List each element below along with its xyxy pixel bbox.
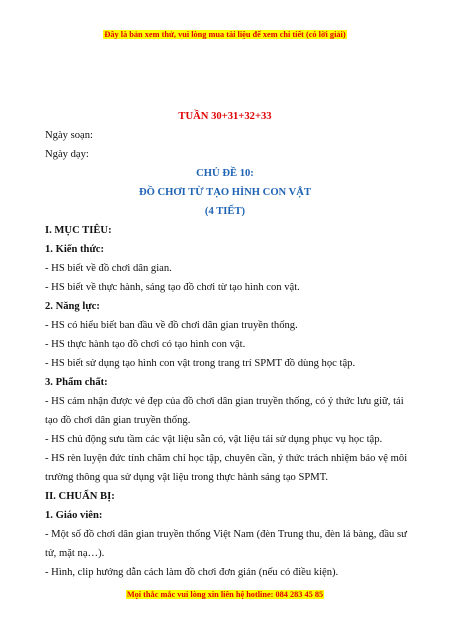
teacher-line: tử, mặt nạ…). — [45, 548, 105, 559]
knowledge-heading: 1. Kiến thức: — [45, 244, 105, 255]
topic-periods: (4 TIẾT) — [204, 206, 246, 217]
preview-notice-text: Đây là bản xem thử, vui lòng mua tài liệu để xem chi tiết (có lời giải) — [104, 30, 346, 39]
knowledge-item: - HS biết về đồ chơi dân gian. — [45, 263, 172, 274]
quality-line: - HS rèn luyện đức tính chăm chỉ học tập, chuyên cần, ý thức trách nhiệm bảo vệ môi — [45, 453, 408, 464]
objectives-heading: I. MỤC TIÊU: — [45, 225, 112, 236]
quality-line: - HS chủ động sưu tầm các vật liệu sẵn có, vật liệu tái sử dụng phục vụ học tập. — [45, 434, 383, 445]
abilities-heading: 2. Năng lực: — [45, 301, 100, 312]
qualities-heading: 3. Phẩm chất: — [45, 377, 108, 388]
topic-title: ĐỒ CHƠI TỪ TẠO HÌNH CON VẬT — [138, 187, 312, 198]
preparation-heading: II. CHUẨN BỊ: — [45, 491, 115, 502]
quality-line: - HS cảm nhận được vẻ đẹp của đồ chơi dân gian truyền thống, có ý thức lưu giữ, tái — [45, 396, 404, 407]
knowledge-item: - HS biết về thực hành, sáng tạo đồ chơi từ tạo hình con vật. — [45, 282, 300, 293]
preview-notice-banner — [0, 29, 450, 40]
teacher-line: - Hình, clip hướng dẫn cách làm đồ chơi đơn giản (nếu có điều kiện). — [45, 567, 339, 578]
hotline-banner — [0, 589, 450, 600]
teacher-line: - Một số đồ chơi dân gian truyền thống Việt Nam (đèn Trung thu, đèn lá bàng, đầu sư — [45, 529, 407, 540]
ability-item: - HS thực hành tạo đồ chơi có tạo hình con vật. — [45, 339, 246, 350]
teacher-heading: 1. Giáo viên: — [45, 510, 103, 521]
hotline-text: Mọi thắc mắc vui lòng xin liên hệ hotline: 084 283 45 85 — [126, 590, 324, 599]
quality-line: tạo đồ chơi dân gian truyền thống. — [45, 415, 191, 426]
week-title: TUẦN 30+31+32+33 — [178, 111, 272, 122]
ability-item: - HS có hiểu biết ban đầu về đồ chơi dân gian truyền thống. — [45, 320, 298, 331]
date-taught-label: Ngày dạy: — [45, 149, 89, 160]
quality-line: trường thông qua sử dụng vật liệu trong thực hành sáng tạo SPMT. — [45, 472, 329, 483]
date-prepared-label: Ngày soạn: — [45, 130, 93, 141]
topic-number: CHỦ ĐỀ 10: — [196, 168, 254, 179]
ability-item: - HS biết sử dụng tạo hình con vật trong trang trí SPMT đồ dùng học tập. — [45, 358, 356, 369]
